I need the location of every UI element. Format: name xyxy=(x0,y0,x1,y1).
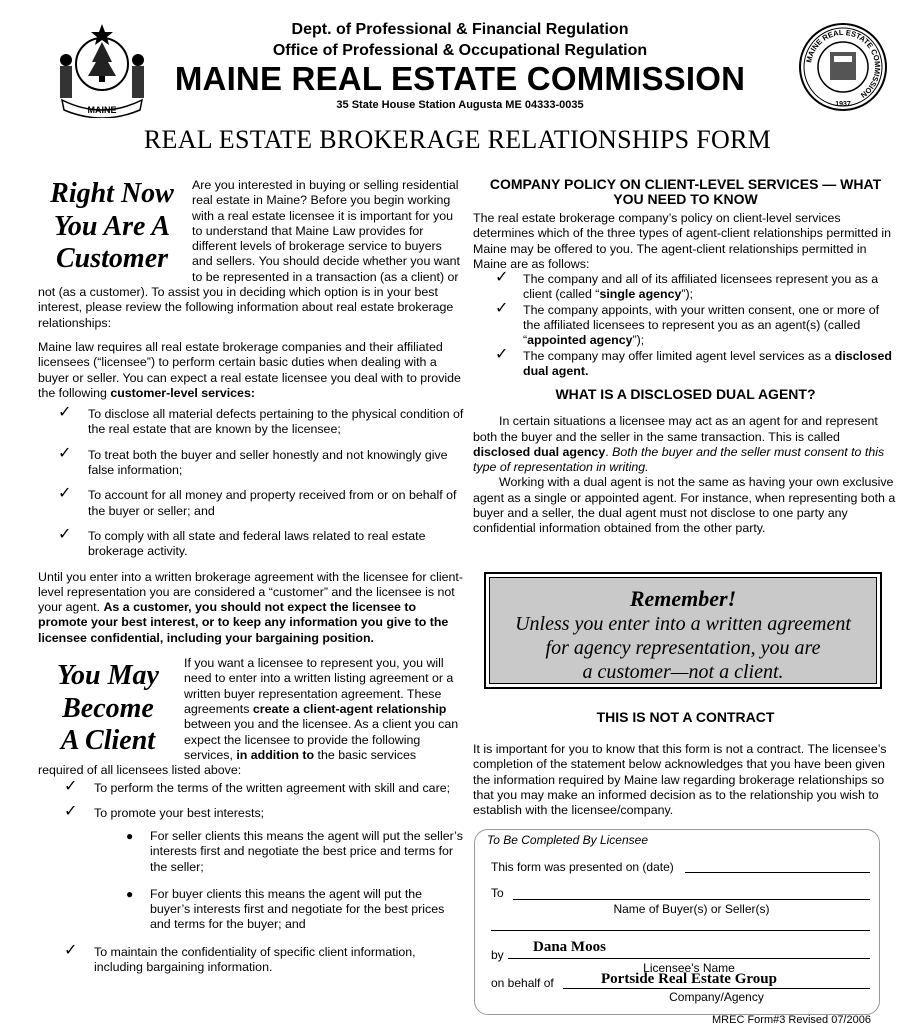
customer-intro: Are you interested in buying or selling residential real estate in Maine? Before you begin working with a real estate licensee it is important for you to understand that Maine Law provides for different levels of brokerage service to buyers and sellers. You should decide whether you want to be represented in a transaction (as a client) or not (as a customer). To assist you in deciding which option is in your best interest, please review the following information about real estate brokerage relationships: xyxy=(38,178,460,330)
agency-types-list xyxy=(473,269,898,379)
customer-heading: Right Now You Are A Customer xyxy=(50,178,174,274)
buyer-seller-name-field[interactable] xyxy=(513,899,870,900)
dual-agent-heading: WHAT IS A DISCLOSED DUAL AGENT? xyxy=(555,386,816,403)
list-item: ● For buyer clients this means the agent will put the buyer’s interests first and negotiate for the best prices and terms for the buyer; and xyxy=(126,886,445,932)
dept-name: Dept. of Professional & Financial Regulation xyxy=(291,21,629,38)
office-name: Office of Professional & Occupational Regulation xyxy=(272,42,648,59)
client-services-list xyxy=(38,778,464,975)
buyer-seller-caption: Name of Buyer(s) or Seller(s) xyxy=(613,902,770,916)
presented-date-label: This form was presented on (date) xyxy=(491,860,674,874)
svg-text:MAINE REAL ESTATE COMMISSION: MAINE REAL ESTATE COMMISSION xyxy=(804,27,883,100)
commission-address: 35 State House Station Augusta ME 04333-0035 xyxy=(336,99,584,111)
customer-until-text: Until you enter into a written brokerage agreement with the licensee for client-level representation you are considered a “customer” and the licensee is not your agent. As a customer, you should not expect the licensee to promote your best interest, or to keep any information you give to the licensee confidential, including your bargaining position. xyxy=(38,569,463,645)
company-name-value[interactable]: Portside Real Estate Group xyxy=(601,971,777,987)
not-contract-section xyxy=(473,710,898,818)
right-column xyxy=(473,177,898,537)
checkmark-icon: ✓ xyxy=(64,802,78,820)
list-item: ✓ To maintain the confidentiality of specific client information, including bargaining information. xyxy=(64,941,416,975)
checkmark-icon: ✓ xyxy=(58,404,72,422)
list-item: ✓ The company appoints, with your written consent, one or more of the affiliated licensees to represent you as an agent(s) (called “appointed agency”); xyxy=(495,299,880,348)
company-name-line xyxy=(563,988,870,989)
checkmark-icon: ✓ xyxy=(58,485,72,503)
checkmark-icon: ✓ xyxy=(64,941,78,959)
list-item: ✓ The company may offer limited agent level services as a disclosed dual agent. xyxy=(495,345,892,378)
checkmark-icon: ✓ xyxy=(58,444,72,462)
list-item: ✓ To comply with all state and federal laws related to real estate brokerage activity. xyxy=(58,525,426,559)
behalf-label: on behalf of xyxy=(491,976,554,990)
remember-title: Remember! xyxy=(629,586,737,611)
form-revision-footer: MREC Form#3 Revised 07/2006 xyxy=(712,1014,871,1024)
licensee-name-line xyxy=(508,958,870,959)
licensee-name-caption: Licensee's Name xyxy=(643,961,735,975)
blank-line xyxy=(491,930,870,931)
company-policy-heading: COMPANY POLICY ON CLIENT-LEVEL SERVICES — WHAT YOU NEED TO KNOW xyxy=(489,176,882,207)
presented-date-field[interactable] xyxy=(685,872,870,873)
checkmark-icon: ✓ xyxy=(495,299,509,317)
list-item: ✓ To disclose all material defects pertaining to the physical condition of the real estate that are known by the licensee; xyxy=(58,404,464,437)
to-label: To xyxy=(491,886,504,900)
company-caption: Company/Agency xyxy=(669,990,764,1004)
by-label: by xyxy=(491,948,504,962)
svg-text:MAINE: MAINE xyxy=(87,105,117,115)
licensee-form-box xyxy=(474,829,880,1015)
dual-agent-para-1: In certain situations a licensee may act as an agent for and represent both the buyer and the seller in the same transaction. This is called disclosed dual agency. Both the buyer and the seller must consent to this type of representation in writing. xyxy=(473,414,885,475)
list-item: ✓ To account for all money and property received from or on behalf of the buyer or seller; and xyxy=(58,485,457,518)
remember-box xyxy=(484,572,882,689)
checkmark-icon: ✓ xyxy=(58,525,72,543)
licensee-form-title: To Be Completed By Licensee xyxy=(487,833,648,847)
licensee-name-value[interactable]: Dana Moos xyxy=(533,939,606,955)
best-interest-sublist xyxy=(38,829,464,933)
remember-line-1: Unless you enter into a written agreement xyxy=(515,613,851,635)
dual-agent-para-2: Working with a dual agent is not the same as having your own exclusive agent as a single or appointed agent. For instance, when representing both a buyer and a seller, the dual agent must not disclose to one party any confidential information obtained from the other party. xyxy=(473,475,896,536)
svg-text:1937: 1937 xyxy=(835,101,851,108)
list-item: ✓ To promote your best interests; ● For seller clients this means the agent will put the seller’s interests first and negotiate the best price and terms for the seller; ● For buyer clients this means the agent will put the buyer’s interests first and negotiate for the best prices and terms for the buyer; and xyxy=(38,806,464,933)
form-title: REAL ESTATE BROKERAGE RELATIONSHIPS FORM xyxy=(143,125,772,154)
list-item: ✓ To perform the terms of the written agreement with skill and care; xyxy=(64,778,451,796)
bullet-icon: ● xyxy=(126,828,134,843)
company-policy-intro: The real estate brokerage company’s policy on client-level services determines which of the three types of agent-client relationships permitted in Maine may be offered to you. The agent-client relationships permitted in Maine are as follows: xyxy=(473,211,892,271)
checkmark-icon: ✓ xyxy=(495,269,509,287)
list-item: ● For seller clients this means the agent will put the seller’s interests first and negotiate the best price and terms for the seller; xyxy=(126,828,463,874)
commission-seal xyxy=(798,22,888,112)
maine-state-seal xyxy=(52,20,152,118)
customer-law-text: Maine law requires all real estate brokerage companies and their affiliated licensees (“licensee”) to perform certain basic duties when dealing with a buyer or seller. You can expect a real estate licensee you deal with to provide the following customer-level services: xyxy=(38,339,461,400)
remember-line-2: for agency representation, you are xyxy=(545,637,821,659)
remember-line-3: a customer—not a client. xyxy=(582,661,784,683)
commission-name: MAINE REAL ESTATE COMMISSION xyxy=(174,60,746,97)
checkmark-icon: ✓ xyxy=(495,345,509,363)
bullet-icon: ● xyxy=(126,886,134,901)
not-contract-heading: THIS IS NOT A CONTRACT xyxy=(596,709,775,725)
client-heading: You May Become A Client xyxy=(57,660,159,757)
left-column xyxy=(38,178,464,984)
checkmark-icon: ✓ xyxy=(64,778,78,796)
not-contract-text: It is important for you to know that this form is not a contract. The licensee’s completion of the statement below acknowledges that you have been given the information required by Maine law regarding brokerage relationships so that you may make an informed decision as to the relationship you wish to establish with the licensee/company. xyxy=(473,742,887,818)
customer-duties-list xyxy=(38,404,464,559)
list-item: ✓ The company and all of its affiliated licensees represent you as a client (called “single agency”); xyxy=(495,269,879,302)
client-intro: If you want a licensee to represent you, you will need to enter into a written listing agreement or a written buyer representation agreement. These agreements create a client-agent relationship between you and the licensee. As a client you can expect the licensee to provide the following services, in addition to the basic services required of all licensees listed above: xyxy=(38,656,459,778)
list-item: ✓ To treat both the buyer and seller honestly and not knowingly give false information; xyxy=(58,444,448,478)
